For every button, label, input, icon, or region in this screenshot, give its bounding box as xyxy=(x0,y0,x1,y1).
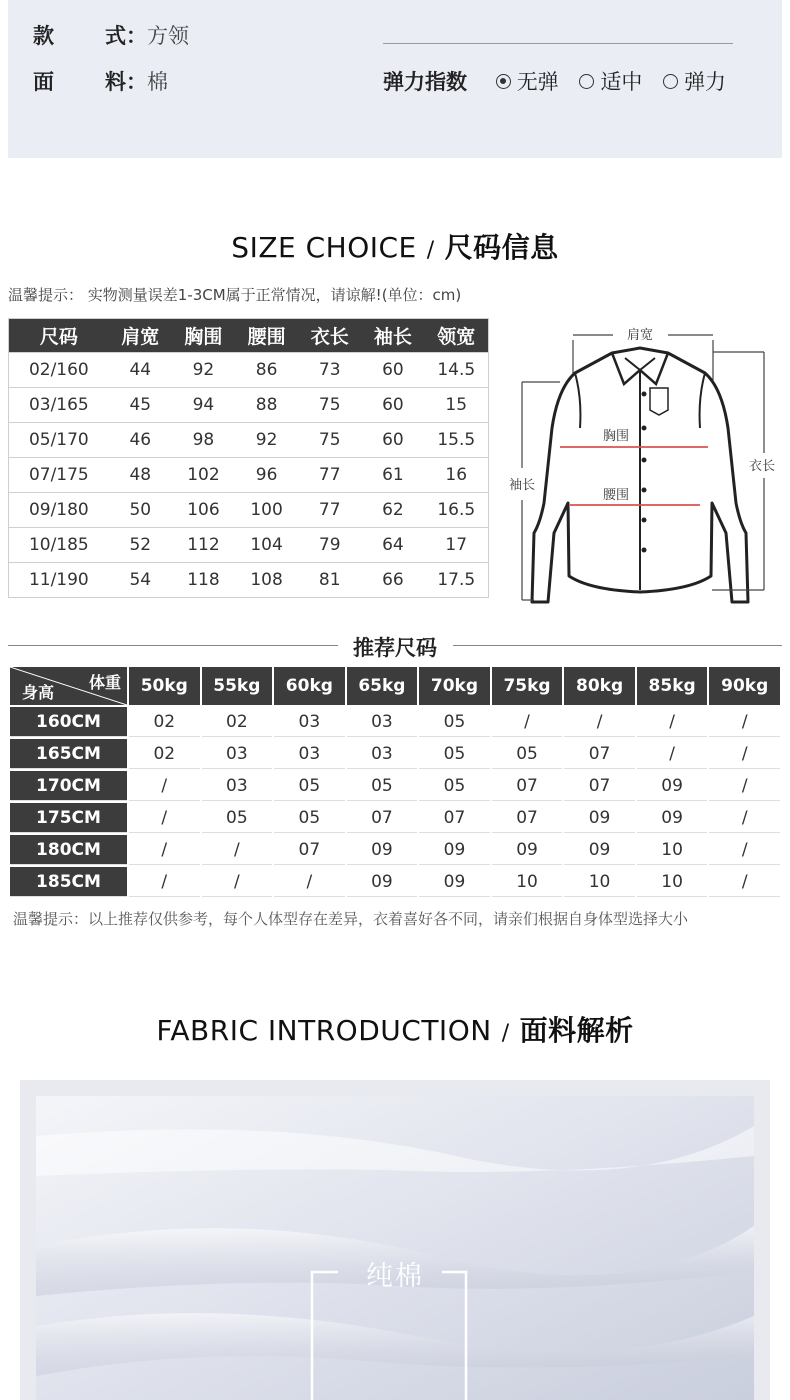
weight-header: 90kg xyxy=(709,667,780,705)
elastic-index xyxy=(383,66,740,96)
table-cell: 09 xyxy=(347,867,418,897)
table-cell: 07 xyxy=(274,835,345,865)
table-cell: 54 xyxy=(109,563,172,598)
table-cell: 09 xyxy=(564,835,635,865)
weight-header: 55kg xyxy=(202,667,273,705)
table-cell: 64 xyxy=(361,528,424,563)
fabric-photo xyxy=(36,1096,754,1400)
table-cell: 44 xyxy=(109,353,172,388)
table-cell: 02 xyxy=(202,707,273,737)
fabric-name-label: 纯棉 xyxy=(366,1261,424,1292)
table-cell: 60 xyxy=(361,353,424,388)
table-cell: 11/190 xyxy=(9,563,109,598)
col-header: 衣长 xyxy=(298,319,361,353)
weight-header: 50kg xyxy=(129,667,200,705)
table-row xyxy=(9,493,489,528)
table-cell: 07 xyxy=(564,771,635,801)
table-row xyxy=(10,803,780,833)
recommend-corner-cell xyxy=(10,667,127,705)
elastic-option-none: 无弹 xyxy=(496,70,559,94)
table-cell: 05 xyxy=(419,707,490,737)
table-cell: / xyxy=(709,867,780,897)
table-cell: 03 xyxy=(274,739,345,769)
table-cell: 46 xyxy=(109,423,172,458)
button-icon xyxy=(642,488,647,493)
table-row xyxy=(9,423,489,458)
elastic-option-medium: 适中 xyxy=(579,70,642,94)
table-cell: 07 xyxy=(347,803,418,833)
table-cell: 14.5 xyxy=(424,353,488,388)
table-cell: 118 xyxy=(172,563,235,598)
table-cell: 61 xyxy=(361,458,424,493)
table-cell: 10/185 xyxy=(9,528,109,563)
fabric-value: 棉 xyxy=(147,70,168,94)
table-row xyxy=(10,707,780,737)
table-cell: / xyxy=(709,707,780,737)
button-icon xyxy=(642,426,647,431)
table-cell: 81 xyxy=(298,563,361,598)
table-cell: 02/160 xyxy=(9,353,109,388)
table-cell: / xyxy=(709,835,780,865)
weight-header: 70kg xyxy=(419,667,490,705)
table-row xyxy=(9,388,489,423)
table-cell: 92 xyxy=(235,423,298,458)
table-cell: 05 xyxy=(419,739,490,769)
style-value: 方领 xyxy=(147,24,189,48)
table-row xyxy=(10,835,780,865)
table-cell: 02 xyxy=(129,739,200,769)
table-cell: 50 xyxy=(109,493,172,528)
table-cell: / xyxy=(637,739,708,769)
table-cell: 07/175 xyxy=(9,458,109,493)
weight-header: 85kg xyxy=(637,667,708,705)
weight-header: 80kg xyxy=(564,667,635,705)
table-cell: 106 xyxy=(172,493,235,528)
height-row-header: 170CM xyxy=(10,771,127,801)
table-row xyxy=(9,563,489,598)
table-cell: / xyxy=(129,867,200,897)
elastic-label: 弹力指数 xyxy=(383,70,467,94)
table-cell: 03 xyxy=(274,707,345,737)
table-cell: 112 xyxy=(172,528,235,563)
table-cell: 79 xyxy=(298,528,361,563)
col-header: 腰围 xyxy=(235,319,298,353)
table-cell: 09 xyxy=(419,867,490,897)
table-cell: 10 xyxy=(492,867,563,897)
table-cell: 15 xyxy=(424,388,488,423)
table-cell: 15.5 xyxy=(424,423,488,458)
table-cell: 77 xyxy=(298,458,361,493)
recommend-title: 推荐尺码 xyxy=(353,636,437,660)
style-label: 款 式： xyxy=(33,24,147,48)
col-header: 领宽 xyxy=(424,319,488,353)
col-header: 胸围 xyxy=(172,319,235,353)
sleeve-label: 袖长 xyxy=(508,478,536,493)
cotton-fabric-image xyxy=(36,1096,754,1400)
table-cell: / xyxy=(129,771,200,801)
recommend-note: 温馨提示：以上推荐仅供参考，每个人体型存在差异，衣着喜好各不同，请亲们根据自身体型选择大小 xyxy=(13,910,689,928)
table-cell: 07 xyxy=(564,739,635,769)
col-header: 肩宽 xyxy=(109,319,172,353)
table-cell: 52 xyxy=(109,528,172,563)
radio-selected-icon xyxy=(496,74,511,89)
elastic-option-stretch: 弹力 xyxy=(663,70,726,94)
recommend-header-row xyxy=(10,667,780,705)
radio-icon xyxy=(579,74,594,89)
size-section-title: SIZE CHOICE / 尺码信息 xyxy=(231,231,559,264)
style-row xyxy=(33,20,189,50)
table-cell: 86 xyxy=(235,353,298,388)
table-cell: 03 xyxy=(202,739,273,769)
table-cell: 10 xyxy=(564,867,635,897)
table-cell: 03 xyxy=(347,739,418,769)
table-cell: 102 xyxy=(172,458,235,493)
table-cell: / xyxy=(564,707,635,737)
table-cell: 94 xyxy=(172,388,235,423)
table-cell: 05 xyxy=(202,803,273,833)
table-cell: 96 xyxy=(235,458,298,493)
measurement-note: 温馨提示： 实物测量误差1-3CM属于正常情况，请谅解!(单位：cm) xyxy=(8,286,462,304)
button-icon xyxy=(642,518,647,523)
weight-header: 60kg xyxy=(274,667,345,705)
table-cell: 17 xyxy=(424,528,488,563)
table-cell: 09 xyxy=(492,835,563,865)
weight-header: 65kg xyxy=(347,667,418,705)
table-cell: / xyxy=(202,867,273,897)
table-cell: 09 xyxy=(637,803,708,833)
table-cell: 98 xyxy=(172,423,235,458)
button-icon xyxy=(642,458,647,463)
table-cell: / xyxy=(637,707,708,737)
table-cell: 75 xyxy=(298,423,361,458)
shoulder-label: 肩宽 xyxy=(626,328,654,343)
weight-axis-label: 体重 xyxy=(88,673,121,692)
table-cell: 108 xyxy=(235,563,298,598)
chest-label: 胸围 xyxy=(602,429,630,444)
table-cell: 05 xyxy=(274,771,345,801)
table-row xyxy=(9,458,489,493)
waist-label: 腰围 xyxy=(602,488,630,503)
height-axis-label: 身高 xyxy=(22,683,55,702)
table-cell: 16.5 xyxy=(424,493,488,528)
table-cell: 17.5 xyxy=(424,563,488,598)
height-row-header: 160CM xyxy=(10,707,127,737)
button-icon xyxy=(642,548,647,553)
table-cell: 75 xyxy=(298,388,361,423)
table-cell: 10 xyxy=(637,835,708,865)
table-cell: 05/170 xyxy=(9,423,109,458)
table-cell: 45 xyxy=(109,388,172,423)
shirt-measurement-diagram xyxy=(500,318,780,608)
table-cell: / xyxy=(709,739,780,769)
table-cell: 05 xyxy=(492,739,563,769)
table-cell: 92 xyxy=(172,353,235,388)
table-cell: 104 xyxy=(235,528,298,563)
table-cell: / xyxy=(129,835,200,865)
length-label: 衣长 xyxy=(748,459,776,474)
table-row xyxy=(10,771,780,801)
table-cell: 07 xyxy=(492,803,563,833)
size-table-header xyxy=(9,319,489,353)
table-cell: 48 xyxy=(109,458,172,493)
table-cell: 16 xyxy=(424,458,488,493)
height-row-header: 165CM xyxy=(10,739,127,769)
table-cell: 09 xyxy=(637,771,708,801)
table-cell: 05 xyxy=(347,771,418,801)
table-cell: 07 xyxy=(492,771,563,801)
table-cell: 100 xyxy=(235,493,298,528)
table-cell: 09 xyxy=(347,835,418,865)
table-cell: / xyxy=(709,771,780,801)
table-cell: 03 xyxy=(347,707,418,737)
table-cell: 02 xyxy=(129,707,200,737)
table-cell: / xyxy=(274,867,345,897)
fabric-row xyxy=(33,66,168,96)
height-row-header: 175CM xyxy=(10,803,127,833)
table-cell: 07 xyxy=(419,803,490,833)
fabric-section-title: FABRIC INTRODUCTION / 面料解析 xyxy=(156,1014,634,1047)
height-row-header: 185CM xyxy=(10,867,127,897)
table-cell: / xyxy=(202,835,273,865)
recommend-table xyxy=(8,665,782,899)
col-header: 袖长 xyxy=(361,319,424,353)
fabric-label: 面 料： xyxy=(33,70,147,94)
table-row xyxy=(9,353,489,388)
table-cell: 73 xyxy=(298,353,361,388)
table-cell: 66 xyxy=(361,563,424,598)
table-cell: / xyxy=(709,803,780,833)
table-row xyxy=(10,867,780,897)
table-cell: 60 xyxy=(361,423,424,458)
weight-header: 75kg xyxy=(492,667,563,705)
table-cell: 88 xyxy=(235,388,298,423)
table-cell: 09 xyxy=(564,803,635,833)
table-cell: 77 xyxy=(298,493,361,528)
radio-icon xyxy=(663,74,678,89)
table-cell: 10 xyxy=(637,867,708,897)
table-cell: 60 xyxy=(361,388,424,423)
table-cell: 05 xyxy=(274,803,345,833)
height-row-header: 180CM xyxy=(10,835,127,865)
divider-line xyxy=(383,43,733,44)
table-row xyxy=(10,739,780,769)
table-cell: 03/165 xyxy=(9,388,109,423)
table-cell: / xyxy=(492,707,563,737)
table-cell: 03 xyxy=(202,771,273,801)
size-table xyxy=(8,318,489,598)
table-cell: 62 xyxy=(361,493,424,528)
button-icon xyxy=(642,392,647,397)
table-cell: / xyxy=(129,803,200,833)
col-header: 尺码 xyxy=(9,319,109,353)
table-cell: 09/180 xyxy=(9,493,109,528)
table-cell: 09 xyxy=(419,835,490,865)
table-row xyxy=(9,528,489,563)
table-cell: 05 xyxy=(419,771,490,801)
